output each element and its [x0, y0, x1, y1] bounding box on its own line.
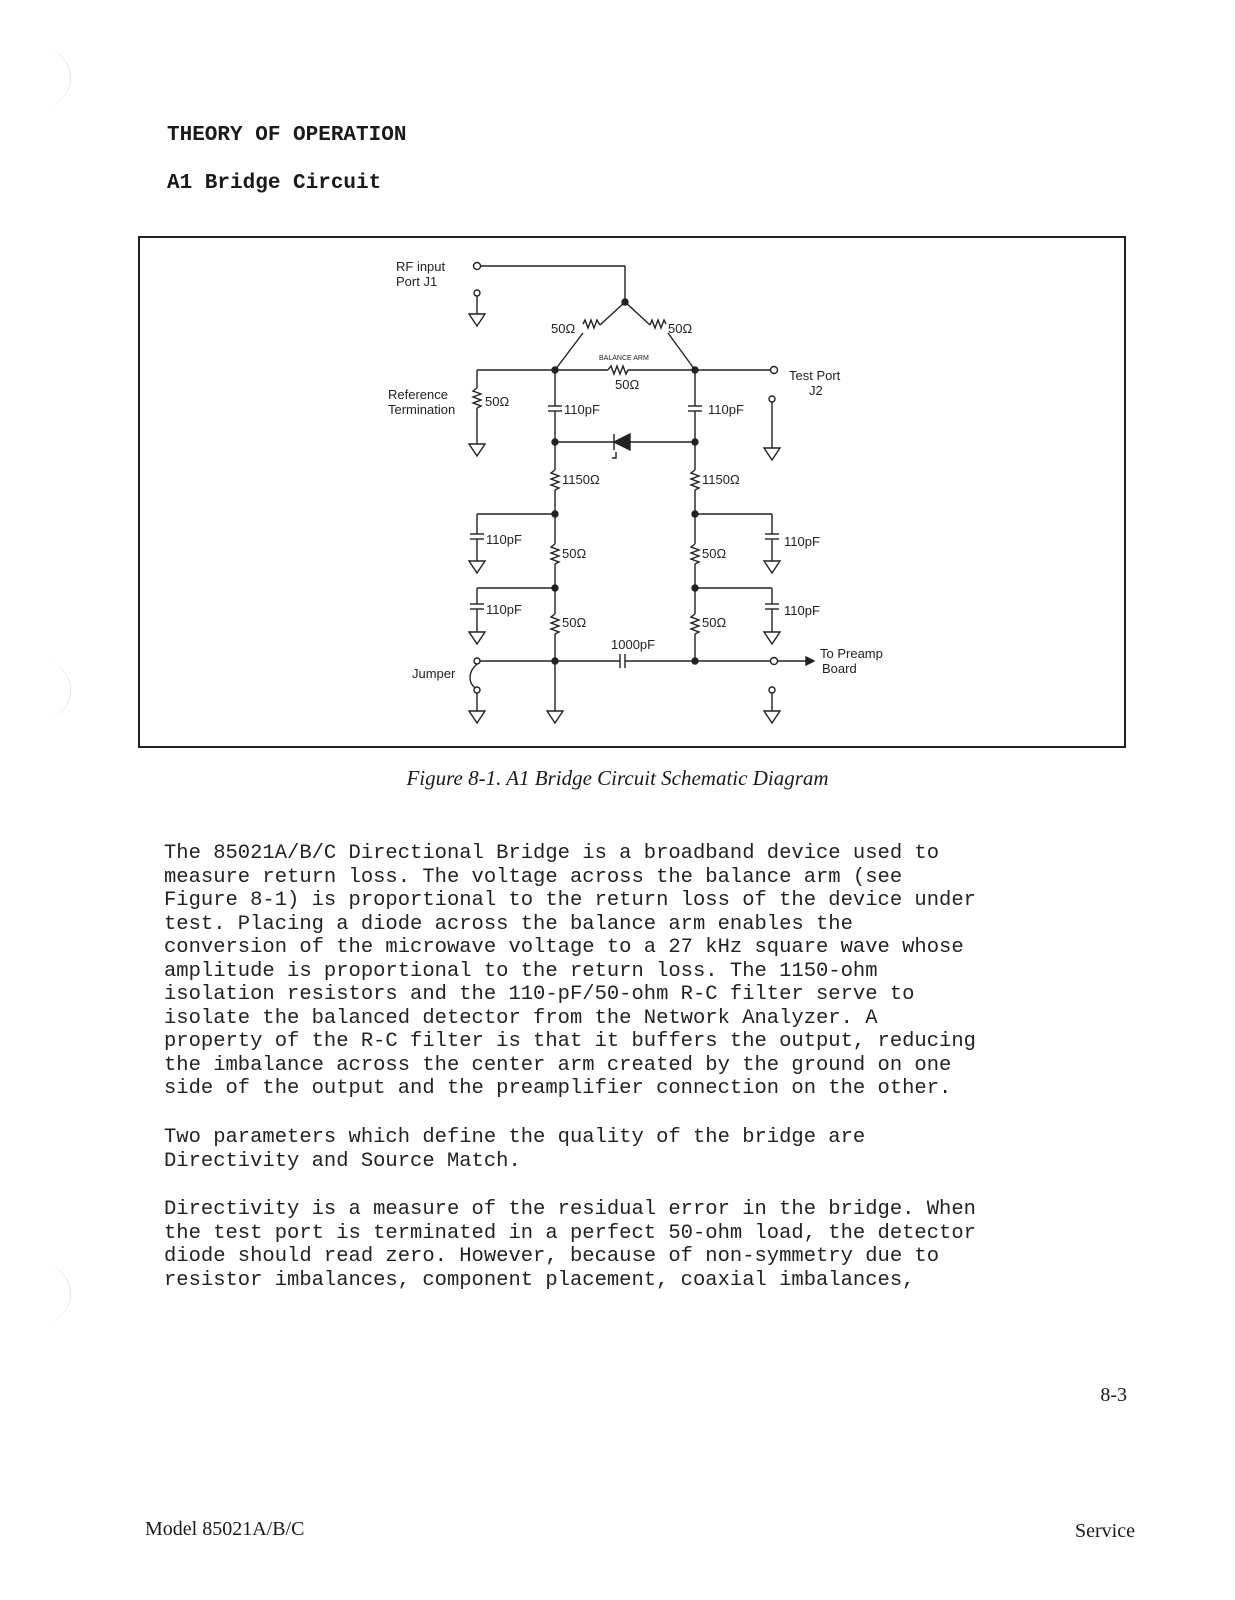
to-preamp-label: To Preamp — [820, 646, 883, 661]
left-50-ohm-label: 50Ω — [551, 321, 576, 336]
port-j1-label: Port J1 — [396, 274, 438, 289]
right-filter-cap-1-label: 110pF — [784, 534, 820, 549]
right-cap-label: 110pF — [708, 402, 744, 417]
bridge-schematic — [138, 236, 1126, 748]
left-filter-cap-1-label: 110pF — [486, 532, 522, 547]
right-isolation-resistor-label: 1150Ω — [702, 472, 740, 487]
page-number: 8-3 — [1100, 1384, 1127, 1406]
left-filter-resistor-1-label: 50Ω — [562, 546, 587, 561]
reference-label: Reference — [388, 387, 448, 402]
rf-input-label: RF input — [396, 259, 446, 274]
left-filter-resistor-2-label: 50Ω — [562, 615, 587, 630]
jumper-label: Jumper — [412, 666, 456, 681]
section-title: THEORY OF OPERATION — [167, 124, 407, 147]
punch-hole-middle — [40, 660, 71, 720]
figure-caption: Figure 8-1. A1 Bridge Circuit Schematic Diagram — [406, 766, 829, 790]
left-cap-label: 110pF — [564, 402, 600, 417]
balance-arm-resistor-label: 50Ω — [615, 377, 640, 392]
right-filter-cap-2-label: 110pF — [784, 603, 820, 618]
board-label: Board — [822, 661, 857, 676]
right-50-ohm-label: 50Ω — [668, 321, 693, 336]
right-filter-resistor-1-label: 50Ω — [702, 546, 727, 561]
subsection-title: A1 Bridge Circuit — [167, 172, 382, 195]
balance-arm-label: BALANCE ARM — [599, 355, 649, 362]
j2-label: J2 — [809, 383, 823, 398]
paragraph-directivity: Directivity is a measure of the residual error in the bridge. When the test port is terminated in a perfect 50-ohm load, the detector diode should read zero. However, because of non-symmetry due to resistor imbalances, component placement, coaxial imbalances, — [164, 1198, 976, 1292]
footer-section: Service — [1075, 1520, 1135, 1542]
test-port-label: Test Port — [789, 368, 841, 383]
right-filter-resistor-2-label: 50Ω — [702, 615, 727, 630]
punch-hole-bottom — [40, 1264, 71, 1324]
ref-termination-resistor-label: 50Ω — [485, 394, 510, 409]
punch-hole-top — [40, 48, 71, 108]
paragraph-quality-parameters: Two parameters which define the quality of the bridge are Directivity and Source Match. — [164, 1126, 866, 1173]
termination-label: Termination — [388, 402, 456, 417]
left-filter-cap-2-label: 110pF — [486, 602, 522, 617]
paragraph-bridge-description: The 85021A/B/C Directional Bridge is a broadband device used to measure return loss. The voltage across the balance arm (see Figure 8-1) is proportional to the return loss of the device under test. Placing a diode across the balance arm enables the conversion of the microwave voltage to a 27 kHz square wave whose amplitude is proportional to the return loss. The 1150-ohm isolation resistors and the 110-pF/50-ohm R-C filter serve to isolate the balanced detector from the Network Analyzer. A property of the R-C filter is that it buffers the output, reducing the imbalance across the center arm created by the ground on one side of the output and the preamplifier connection on the other. — [164, 842, 976, 1100]
left-isolation-resistor-label: 1150Ω — [562, 472, 600, 487]
output-cap-label: 1000pF — [611, 637, 656, 652]
footer-model: Model 85021A/B/C — [145, 1518, 305, 1540]
